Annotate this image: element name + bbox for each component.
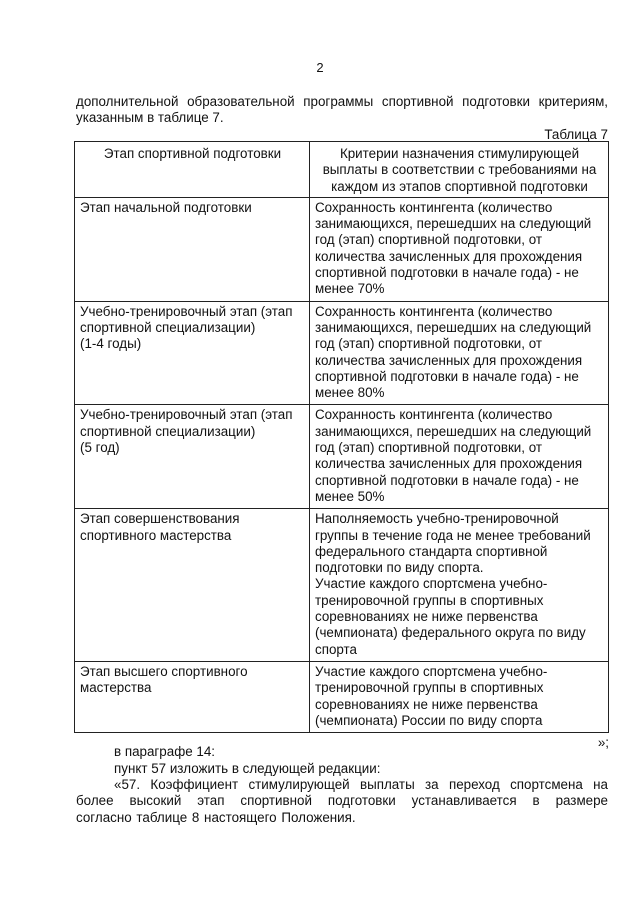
- stage-cell: [75, 509, 310, 662]
- criteria-line: менее 80%: [315, 385, 385, 401]
- criteria-line: подготовки по виду спорта.: [315, 560, 484, 576]
- criteria-line: количества зачисленных для прохождения: [315, 248, 583, 264]
- stage-line: спортивной специализации): [80, 319, 256, 335]
- criteria-line: Наполняемость учебно-тренировочной: [315, 511, 559, 527]
- stage-line: Учебно-тренировочный этап (этап: [80, 407, 293, 423]
- point-57-line: «57. Коэффициент стимулирующей выплаты за переход спортсмена на: [114, 777, 608, 792]
- criteria-line: соревнованиях не ниже первенства: [315, 696, 538, 712]
- table-row: [75, 405, 609, 509]
- stage-line: Учебно-тренировочный этап (этап: [80, 303, 293, 319]
- criteria-line: спортивной подготовки в начале года) - не: [315, 265, 579, 281]
- criteria-line: менее 70%: [315, 281, 385, 297]
- header-criteria-line: выплаты в соответствии с требованиями на: [322, 162, 597, 178]
- table-header-row: [75, 142, 609, 198]
- paragraph-14-heading: в параграфе 14:: [114, 744, 216, 759]
- stage-line: Этап высшего спортивного: [80, 663, 248, 679]
- criteria-cell: [310, 405, 609, 509]
- page-number: 2: [316, 60, 324, 75]
- criteria-line: Сохранность контингента (количество: [315, 407, 553, 423]
- stage-line: (5 год): [80, 440, 120, 456]
- criteria-line: Участие каждого спортсмена учебно-: [315, 663, 548, 679]
- criteria-line: тренировочной группы в спортивных: [315, 592, 544, 608]
- stage-cell: [75, 405, 310, 509]
- header-stage: [75, 142, 310, 198]
- criteria-line: количества зачисленных для прохождения: [315, 352, 583, 368]
- intro-paragraph: дополнительной образовательной программы спортивной подготовки критериям, указанным в таблице 7.: [76, 94, 608, 126]
- criteria-line: занимающихся, перешедших на следующий: [315, 216, 592, 232]
- stage-cell: [75, 197, 310, 301]
- stage-line: спортивного мастерства: [80, 527, 232, 543]
- table-row: [75, 197, 609, 301]
- stage-cell: [75, 661, 310, 732]
- criteria-line: группы в течение года не менее требований: [315, 527, 591, 543]
- table-row: [75, 661, 609, 732]
- criteria-line: соревнованиях не ниже первенства: [315, 609, 538, 625]
- stage-line: Этап начальной подготовки: [80, 199, 252, 215]
- criteria-cell: [310, 301, 609, 405]
- criteria-line: тренировочной группы в спортивных: [315, 680, 544, 696]
- criteria-line: спорта: [315, 641, 357, 657]
- stage-line: Этап совершенствования: [80, 511, 240, 527]
- criteria-cell: [310, 661, 609, 732]
- table-caption: Таблица 7: [544, 127, 608, 142]
- point-57-line: более высокий этап спортивной подготовки устанавливается в размере: [76, 793, 608, 809]
- criteria-line: год (этап) спортивной подготовки, от: [315, 232, 543, 248]
- stage-line: (1-4 годы): [80, 336, 142, 352]
- header-criteria-line: каждом из этапов спортивной подготовки: [331, 178, 588, 194]
- table-row: [75, 301, 609, 405]
- header-criteria-line: Критерии назначения стимулирующей: [339, 146, 580, 161]
- criteria-line: занимающихся, перешедших на следующий: [315, 319, 592, 335]
- criteria-line: год (этап) спортивной подготовки, от: [315, 440, 543, 456]
- criteria-line: спортивной подготовки в начале года) - не: [315, 472, 579, 488]
- criteria-line: занимающихся, перешедших на следующий: [315, 423, 592, 439]
- criteria-line: спортивной подготовки в начале года) - не: [315, 368, 579, 384]
- criteria-line: количества зачисленных для прохождения: [315, 456, 583, 472]
- stage-line: мастерства: [80, 680, 152, 696]
- header-criteria: [310, 142, 609, 198]
- point-57-text: [76, 777, 608, 826]
- criteria-line: Участие каждого спортсмена учебно-: [315, 576, 548, 592]
- stage-line: спортивной специализации): [80, 423, 256, 439]
- point-57-instruction: пункт 57 изложить в следующей редакции:: [114, 761, 381, 776]
- criteria-line: Сохранность контингента (количество: [315, 303, 553, 319]
- criteria-line: федерального стандарта спортивной: [315, 543, 548, 559]
- criteria-line: (чемпионата) федерального округа по виду: [315, 625, 586, 641]
- criteria-line: (чемпионата) России по виду спорта: [315, 712, 543, 728]
- stage-cell: [75, 301, 310, 405]
- header-stage-line: Этап спортивной подготовки: [103, 146, 282, 161]
- criteria-line: менее 50%: [315, 488, 385, 504]
- criteria-cell: [310, 509, 609, 662]
- criteria-cell: [310, 197, 609, 301]
- closing-quote-mark: »;: [597, 735, 609, 750]
- criteria-table: [74, 141, 609, 733]
- table-row: [75, 509, 609, 662]
- criteria-line: Сохранность контингента (количество: [315, 199, 553, 215]
- point-57-line: согласно таблице 8 настоящего Положения.: [76, 809, 356, 825]
- criteria-line: год (этап) спортивной подготовки, от: [315, 336, 543, 352]
